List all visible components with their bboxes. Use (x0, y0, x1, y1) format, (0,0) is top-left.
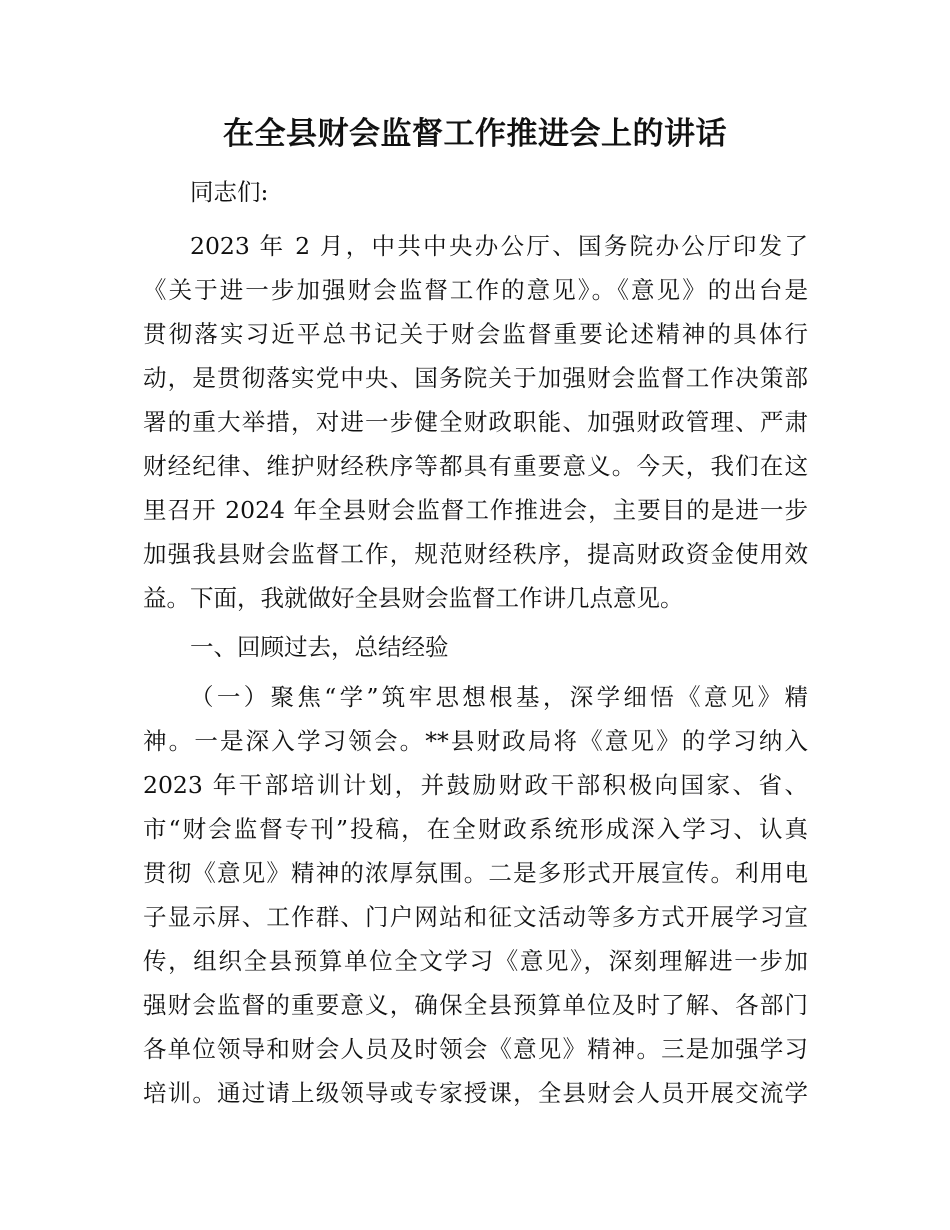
paragraph-line: 2023 年干部培训计划，并鼓励财政干部积极向国家、省、 (143, 771, 808, 799)
paragraph-line: 市“财会监督专刊”投稿，在全财政系统形成深入学习、认真 (143, 815, 808, 843)
paragraph-line: 财经纪律、维护财经秩序等都具有重要意义。今天，我们在这 (143, 452, 808, 480)
section-heading: 一、回顾过去，总结经验 (190, 633, 449, 661)
paragraph-line: 动，是贯彻落实党中央、国务院关于加强财会监督工作决策部 (143, 364, 808, 392)
paragraph-line: 益。下面，我就做好全县财会监督工作讲几点意见。 (143, 584, 684, 612)
paragraph-line: 贯彻《意见》精神的浓厚氛围。二是多形式开展宣传。利用电 (143, 859, 808, 887)
paragraph-line: 各单位领导和财会人员及时领会《意见》精神。三是加强学习 (143, 1035, 808, 1063)
document-title: 在全县财会监督工作推进会上的讲话 (223, 116, 727, 152)
paragraph-line: （一）聚焦“学”筑牢思想根基，深学细悟《意见》精 (190, 683, 808, 711)
paragraph-line: 2023 年 2 月，中共中央办公厅、国务院办公厅印发了 (190, 232, 808, 260)
paragraph-line: 传，组织全县预算单位全文学习《意见》，深刻理解进一步加 (143, 947, 808, 975)
paragraph-line: 《关于进一步加强财会监督工作的意见》。《意见》的出台是 (143, 276, 808, 304)
paragraph-line: 贯彻落实习近平总书记关于财会监督重要论述精神的具体行 (143, 320, 808, 348)
paragraph-line: 子显示屏、工作群、门户网站和征文活动等多方式开展学习宣 (143, 903, 808, 931)
paragraph-line: 神。一是深入学习领会。**县财政局将《意见》的学习纳入 (143, 727, 808, 755)
paragraph-line: 强财会监督的重要意义，确保全县预算单位及时了解、各部门 (143, 991, 808, 1019)
paragraph-line: 培训。通过请上级领导或专家授课，全县财会人员开展交流学 (143, 1079, 808, 1107)
paragraph-line: 里召开 2024 年全县财会监督工作推进会，主要目的是进一步 (143, 496, 808, 524)
paragraph-line: 署的重大举措，对进一步健全财政职能、加强财政管理、严肃 (143, 408, 808, 436)
paragraph-line: 加强我县财会监督工作，规范财经秩序，提高财政资金使用效 (143, 540, 808, 568)
greeting: 同志们: (190, 178, 269, 206)
